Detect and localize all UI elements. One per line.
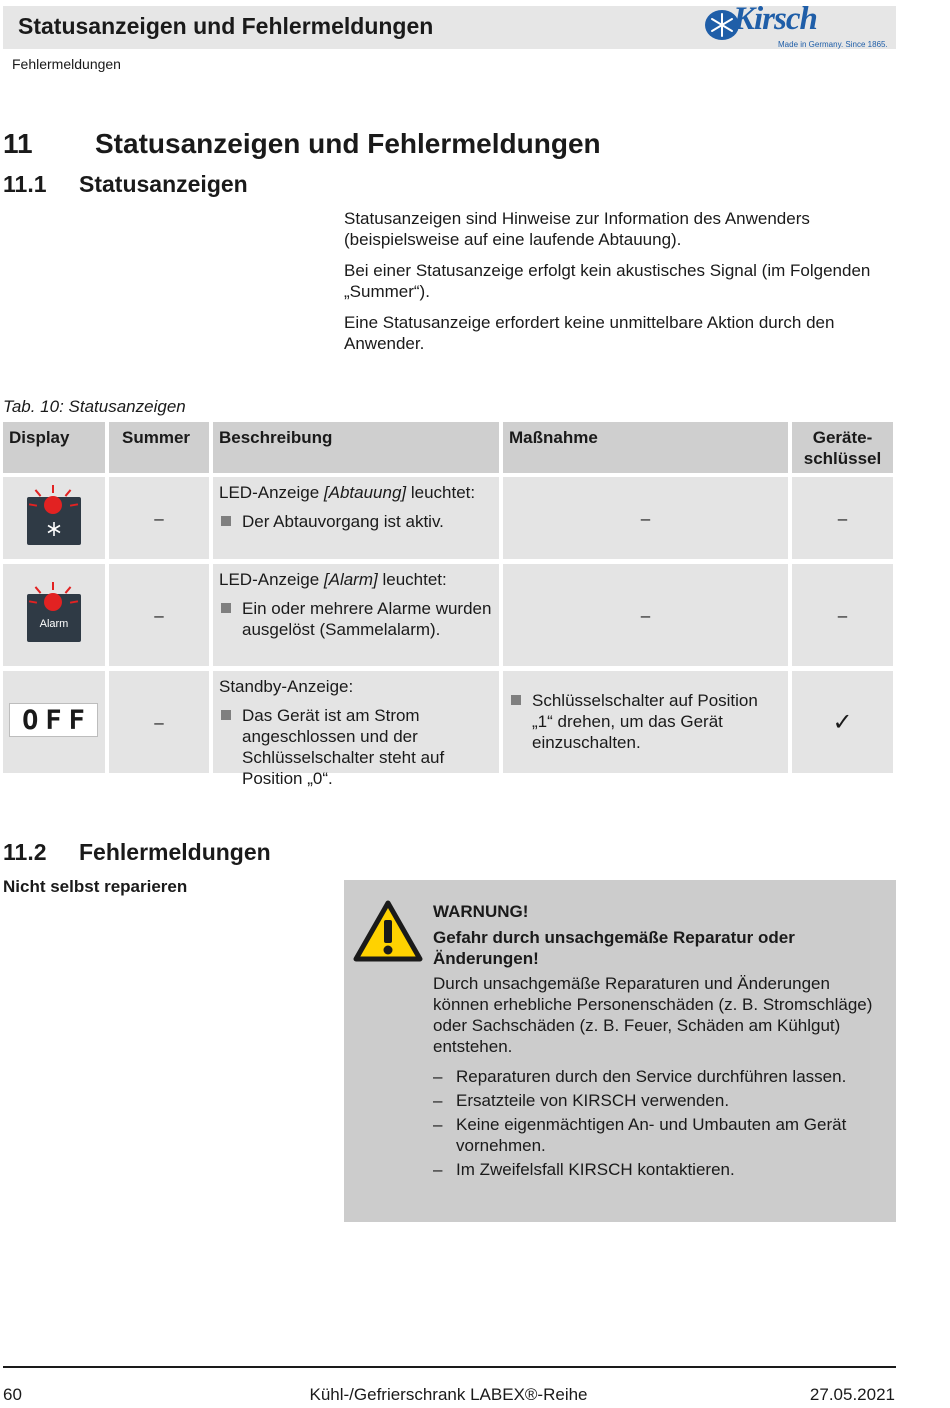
led-light [44,593,62,611]
list-item: – Reparaturen durch den Service durchführen lassen. [433,1066,873,1087]
chapter-heading [3,128,601,160]
footer-divider [3,1366,896,1368]
table-caption: Tab. 10: Statusanzeigen [3,397,186,416]
section-number: 11.2 [3,839,47,865]
header-subtitle: Fehlermeldungen [12,56,121,72]
col-header-schluessel: Geräte-schlüssel [792,422,893,473]
col-header-massnahme: Maßnahme [503,422,788,473]
table-row-1-summer: – [109,477,209,559]
table-row-3-beschreibung: Standby-Anzeige: Das Gerät ist am Strom angeschlossen und der Schlüsselschalter steht auf Position „0“. [213,671,499,773]
table-row-1-massnahme: – [503,477,788,559]
table-row-3-schluessel: ✓ [792,671,893,773]
page-number: 60 [3,1385,22,1404]
section-number: 11.1 [3,171,47,197]
warning-measures [433,1066,873,1183]
footer-date: 27.05.2021 [809,1385,895,1404]
table-row-2-beschreibung: LED-Anzeige [Alarm] leuchtet: Ein oder mehrere Alarme wurden ausgelöst (Sammelalarm). [213,564,499,666]
section-heading-statusanzeigen [3,171,248,198]
warning-headline: Gefahr durch unsachgemäße Reparatur oder Änderungen! [433,928,795,968]
table-row-2-summer: – [109,564,209,666]
table-row-3-massnahme [503,671,788,773]
warning-text: Durch unsachgemäße Reparaturen und Änderungen können erhebliche Personenschäden (z. B. Stromschläge) oder Sachschäden (z. B. Feuer, Schäden am Kühlgut) entstehen. [433,974,873,1056]
warning-signal-word: WARNUNG! [433,902,529,921]
side-label: Nicht selbst reparieren [3,877,188,896]
logo-wordmark: Kirsch [733,1,817,37]
list-item: Das Gerät ist am Strom angeschlossen und der Schlüsselschalter steht auf Position „0“. [219,705,493,789]
col-header-summer: Summer [109,422,209,473]
standby-display: OFF [9,703,98,737]
header-title: Statusanzeigen und Fehlermeldungen [18,13,434,39]
table-row-3-summer: – [109,671,209,773]
section-heading-fehlermeldungen [3,839,271,866]
warning-box [344,880,896,1222]
snowflake-icon [46,521,62,537]
table-row-2-massnahme: – [503,564,788,666]
footer-product: Kühl-/Gefrierschrank LABEX®-Reihe [309,1385,588,1404]
intro-paragraph-3: Eine Statusanzeige erfordert keine unmittelbare Aktion durch den Anwender. [344,313,835,353]
col-header-display: Display [3,422,105,473]
alarm-label: Alarm [39,618,69,630]
list-item: Schlüsselschalter auf Position „1“ drehen, um das Gerät einzuschalten. [509,690,782,753]
section-title: Fehlermeldungen [79,839,271,865]
intro-paragraph-1: Statusanzeigen sind Hinweise zur Information des Anwenders (beispielsweise auf eine laufende Abtauung). [344,209,810,249]
section-title: Statusanzeigen [79,171,248,197]
list-item: Der Abtauvorgang ist aktiv. [219,511,493,532]
table-row-2-schluessel: – [792,564,893,666]
chapter-number: 11 [3,128,33,159]
list-item: Ein oder mehrere Alarme wurden ausgelöst (Sammelalarm). [219,598,493,640]
defrost-led-icon [27,497,81,545]
alarm-led-icon [27,594,81,642]
list-item: – Keine eigenmächtigen An- und Umbauten am Gerät vornehmen. [433,1114,873,1156]
list-item: – Ersatzteile von KIRSCH verwenden. [433,1090,873,1111]
kirsch-logo [700,1,890,50]
table-row-1-schluessel: – [792,477,893,559]
led-light [44,496,62,514]
warning-triangle-icon [353,900,423,962]
list-item: – Im Zweifelsfall KIRSCH kontaktieren. [433,1159,873,1180]
col-header-beschreibung: Beschreibung [213,422,499,473]
table-row-1-beschreibung: LED-Anzeige [Abtauung] leuchtet: Der Abtauvorgang ist aktiv. [213,477,499,559]
chapter-title: Statusanzeigen und Fehlermeldungen [95,128,601,159]
intro-paragraph-2: Bei einer Statusanzeige erfolgt kein akustisches Signal (im Folgenden „Summer“). [344,261,871,301]
logo-tagline: Made in Germany. Since 1865. [778,40,888,49]
